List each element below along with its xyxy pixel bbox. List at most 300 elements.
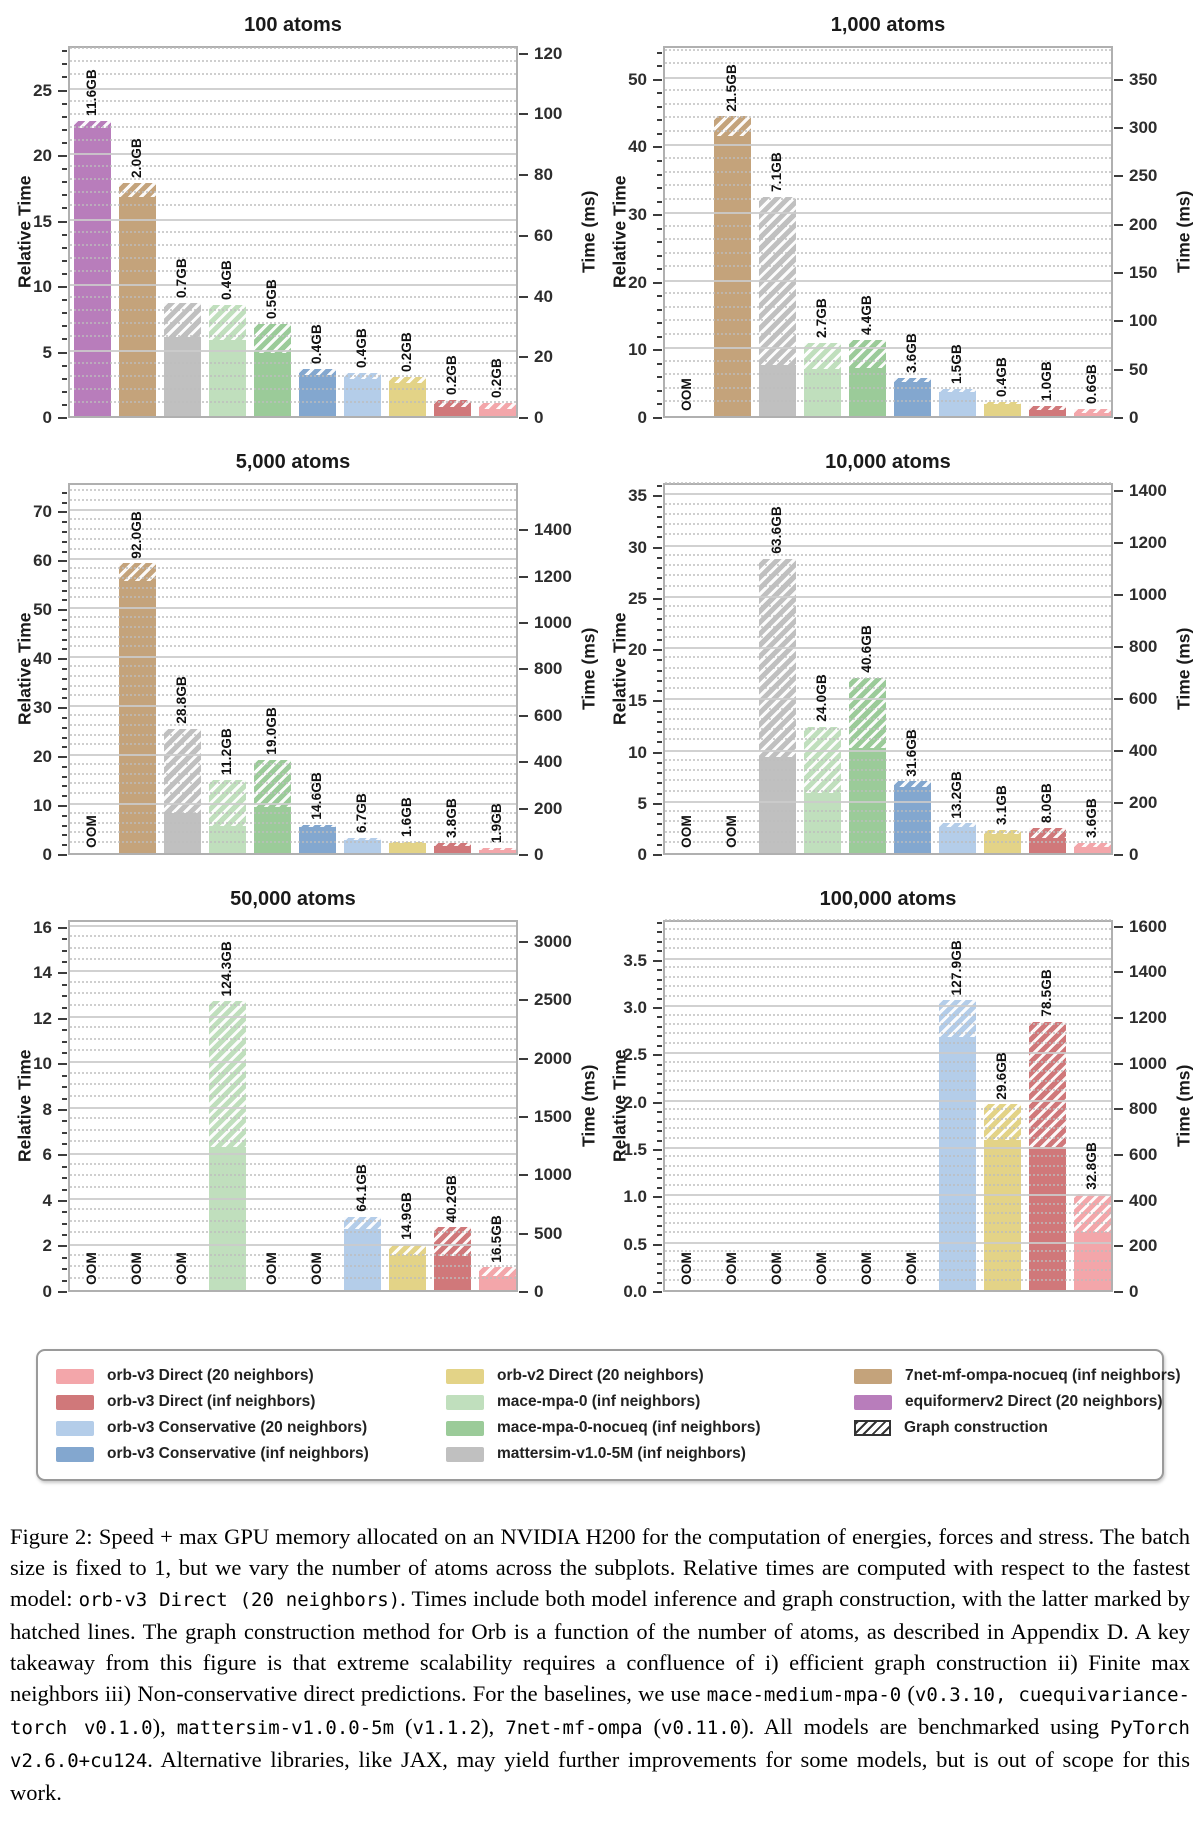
memory-label: 40.6GB (858, 625, 874, 673)
left-minor-tick (62, 551, 67, 553)
chart-title: 5,000 atoms (235, 451, 351, 473)
minor-gridline (665, 1070, 1111, 1072)
left-minor-tick (62, 531, 67, 533)
right-tick (1114, 1063, 1123, 1065)
right-tick-label: 0 (534, 1282, 544, 1301)
left-minor-tick (657, 690, 662, 692)
major-gridline (665, 1194, 1111, 1196)
right-tick (1114, 79, 1123, 81)
minor-gridline (665, 728, 1111, 730)
major-gridline (665, 1242, 1111, 1244)
left-minor-tick (62, 1257, 67, 1259)
right-tick (1114, 971, 1123, 973)
left-tick-label: 60 (33, 551, 52, 571)
bar-mattersim (164, 303, 202, 416)
right-tick-label: 300 (1129, 118, 1158, 138)
left-minor-tick (657, 823, 662, 825)
right-tick-label: 1500 (534, 1107, 572, 1127)
left-minor-tick (62, 815, 67, 817)
left-tick (653, 282, 662, 284)
left-minor-tick (62, 1234, 67, 1236)
left-axis-title: Relative Time (609, 175, 630, 289)
minor-gridline (70, 694, 516, 696)
graph-construction-hatch (1029, 406, 1067, 410)
right-tick (1114, 127, 1123, 129)
left-minor-tick (657, 969, 662, 971)
minor-gridline (70, 636, 516, 638)
left-minor-tick (62, 247, 67, 249)
left-minor-tick (657, 1064, 662, 1066)
minor-gridline (665, 585, 1111, 587)
left-minor-tick (62, 63, 67, 65)
memory-label: 0.4GB (993, 356, 1009, 397)
legend-item-orbv3_dir_inf (56, 1393, 446, 1411)
right-tick (1114, 594, 1123, 596)
minor-gridline (70, 1095, 516, 1097)
right-tick-label: 600 (1129, 1145, 1158, 1165)
right-tick (1114, 802, 1123, 804)
minor-gridline (665, 49, 1111, 51)
left-tick-label: 50 (628, 69, 647, 89)
left-minor-tick (657, 1111, 662, 1113)
minor-gridline (70, 401, 516, 403)
left-minor-tick (62, 273, 67, 275)
right-tick-label: 0 (534, 408, 544, 427)
memory-label: 14.6GB (308, 771, 324, 820)
caption-code-text: orb-v3 Direct (20 neighbors) (78, 1589, 401, 1611)
left-axis-title: Relative Time (14, 175, 35, 289)
oom-label: OOM (723, 815, 739, 848)
right-tick-label: 1200 (534, 566, 572, 586)
left-minor-tick (657, 834, 662, 836)
right-tick-label: 2000 (534, 1048, 572, 1068)
minor-gridline (70, 841, 516, 843)
right-tick (519, 576, 528, 578)
left-minor-tick (62, 103, 67, 105)
right-tick-label: 2500 (534, 990, 572, 1010)
minor-gridline (70, 616, 516, 618)
legend-label: orb-v3 Direct (inf neighbors) (107, 1393, 316, 1410)
left-tick-label: 16 (33, 917, 52, 937)
major-gridline (70, 350, 516, 352)
minor-gridline (70, 60, 516, 62)
left-tick (653, 960, 662, 962)
graph-construction-hatch (1074, 409, 1112, 412)
left-minor-tick (62, 599, 67, 601)
plot-area (663, 483, 1113, 855)
left-minor-tick (62, 727, 67, 729)
swatch-icon-mace (446, 1395, 484, 1410)
left-tick-label: 8 (42, 1099, 52, 1119)
minor-gridline (70, 47, 516, 49)
left-minor-tick (657, 106, 662, 108)
memory-label: 40.2GB (443, 1174, 459, 1223)
left-minor-tick (62, 391, 67, 393)
minor-gridline (70, 645, 516, 647)
graph-construction-hatch (849, 340, 887, 368)
left-tick-label: 4 (42, 1190, 52, 1210)
left-tick (58, 1291, 67, 1293)
memory-label: 21.5GB (723, 63, 739, 112)
right-tick (1114, 646, 1123, 648)
oom-label: OOM (128, 1252, 144, 1285)
left-minor-tick (62, 502, 67, 504)
memory-label: 92.0GB (128, 510, 144, 559)
left-tick (58, 707, 67, 709)
minor-gridline (70, 499, 516, 501)
chart-title: 100 atoms (244, 14, 342, 36)
left-tick (58, 756, 67, 758)
graph-construction-hatch (479, 403, 517, 409)
left-tick-label: 2 (42, 1236, 52, 1256)
right-tick-label: 1200 (1129, 533, 1167, 553)
left-minor-tick (657, 844, 662, 846)
right-tick (519, 174, 528, 176)
left-tick (653, 1291, 662, 1293)
left-minor-tick (62, 541, 67, 543)
minor-gridline (665, 615, 1111, 617)
right-tick (519, 235, 528, 237)
legend-item-mattersim (446, 1445, 854, 1463)
left-minor-tick (62, 1143, 67, 1145)
bar-orbv2 (984, 402, 1022, 416)
left-axis-title: Relative Time (609, 612, 630, 726)
minor-gridline (665, 1080, 1111, 1082)
memory-label: 29.6GB (993, 1051, 1009, 1100)
left-axis-title: Relative Time (609, 1049, 630, 1163)
memory-label: 0.4GB (218, 259, 234, 300)
left-minor-tick (62, 668, 67, 670)
left-tick-label: 40 (628, 137, 647, 157)
left-tick (58, 352, 67, 354)
left-tick-label: 15 (33, 211, 52, 231)
oom-label: OOM (678, 378, 694, 411)
legend-label: equiformerv2 Direct (20 neighbors) (905, 1393, 1163, 1410)
minor-gridline (70, 1129, 516, 1131)
left-minor-tick (62, 717, 67, 719)
legend-item-equiformerv2 (854, 1393, 1181, 1411)
major-gridline (70, 219, 516, 221)
left-minor-tick (657, 336, 662, 338)
left-minor-tick (657, 608, 662, 610)
left-minor-tick (62, 795, 67, 797)
minor-gridline (665, 1222, 1111, 1224)
left-tick-label: 15 (628, 691, 647, 711)
left-minor-tick (657, 793, 662, 795)
right-tick-label: 600 (1129, 689, 1158, 709)
left-minor-tick (62, 260, 67, 262)
left-tick (653, 1244, 662, 1246)
legend-label: Graph construction (904, 1419, 1048, 1436)
bar-orbv3_dir_inf (434, 1227, 472, 1290)
caption-text: Figure 2: (10, 1524, 99, 1549)
left-minor-tick (657, 721, 662, 723)
left-tick-label: 20 (628, 272, 647, 292)
left-tick-label: 40 (33, 649, 52, 669)
major-gridline (665, 347, 1111, 349)
minor-gridline (665, 1231, 1111, 1233)
major-gridline (70, 925, 516, 927)
right-tick-label: 1000 (1129, 1053, 1167, 1073)
left-minor-tick (657, 1016, 662, 1018)
minor-gridline (665, 656, 1111, 658)
left-minor-tick (657, 390, 662, 392)
bar-orbv3_dir_20 (479, 848, 517, 853)
legend-item-mace (446, 1393, 854, 1411)
left-minor-tick (62, 1211, 67, 1213)
caption-code-text: 7net-mf-ompa (505, 1717, 643, 1739)
right-axis-title: Time (ms) (1173, 190, 1194, 274)
minor-gridline (665, 1042, 1111, 1044)
left-tick-label: 5 (42, 342, 52, 362)
left-minor-tick (657, 1253, 662, 1255)
chart-title: 1,000 atoms (830, 14, 946, 36)
right-tick (1114, 542, 1123, 544)
left-tick (58, 286, 67, 288)
right-tick (519, 417, 528, 419)
right-tick (519, 1233, 528, 1235)
right-tick (519, 53, 528, 55)
right-tick (1114, 272, 1123, 274)
minor-gridline (70, 113, 516, 115)
oom-label: OOM (768, 1252, 784, 1285)
minor-gridline (70, 1072, 516, 1074)
left-tick (58, 1200, 67, 1202)
right-tick-label: 1400 (1129, 962, 1167, 982)
memory-label: 1.5GB (948, 343, 964, 384)
bar-orbv2 (389, 1245, 427, 1291)
left-tick (58, 927, 67, 929)
swatch-icon-orbv3_cons_inf (56, 1447, 94, 1462)
minor-gridline (70, 191, 516, 193)
right-tick-label: 1000 (1129, 585, 1167, 605)
memory-label: 0.2GB (488, 357, 504, 398)
caption-code-text: mace-medium-mpa-0 (706, 1684, 902, 1706)
minor-gridline (665, 130, 1111, 132)
right-tick-label: 3000 (534, 932, 572, 952)
right-tick-label: 800 (1129, 637, 1158, 657)
chart-title: 100,000 atoms (819, 888, 957, 910)
minor-gridline (70, 178, 516, 180)
memory-label: 11.6GB (83, 69, 99, 117)
right-tick-label: 60 (534, 225, 553, 245)
left-minor-tick (62, 312, 67, 314)
minor-gridline (665, 1108, 1111, 1110)
memory-label: 3.6GB (1083, 797, 1099, 838)
left-minor-tick (62, 648, 67, 650)
left-minor-tick (657, 516, 662, 518)
right-axis-title: Time (ms) (578, 190, 599, 274)
legend-item-orbv3_cons_20 (56, 1419, 446, 1437)
left-tick-label: 1.0 (623, 1187, 647, 1207)
bar-mace (209, 1001, 247, 1290)
left-tick-label: 12 (33, 1008, 52, 1028)
bar-orbv3_dir_inf (1029, 406, 1067, 416)
oom-label: OOM (83, 815, 99, 848)
left-minor-tick (657, 1130, 662, 1132)
caption-code-text: PyTorch v2.6.0+cu124 (10, 1717, 1190, 1772)
legend-item-sevennet (854, 1367, 1181, 1385)
bar-orbv2 (984, 1104, 1022, 1290)
minor-gridline (665, 1137, 1111, 1139)
right-tick-label: 1000 (534, 612, 572, 632)
oom-label: OOM (903, 1252, 919, 1285)
minor-gridline (665, 938, 1111, 940)
left-minor-tick (62, 570, 67, 572)
swatch-icon-sevennet (854, 1369, 892, 1384)
minor-gridline (665, 574, 1111, 576)
hatch-swatch-icon (854, 1420, 891, 1436)
right-tick-label: 200 (534, 798, 563, 818)
right-tick (1114, 1108, 1123, 1110)
left-minor-tick (657, 782, 662, 784)
memory-label: 19.0GB (263, 707, 279, 755)
minor-gridline (665, 319, 1111, 321)
minor-gridline (665, 1023, 1111, 1025)
left-minor-tick (657, 363, 662, 365)
left-minor-tick (657, 639, 662, 641)
left-tick-label: 10 (33, 277, 52, 296)
minor-gridline (70, 1163, 516, 1165)
left-axis-title: Relative Time (14, 1049, 35, 1163)
left-minor-tick (657, 322, 662, 324)
minor-gridline (70, 257, 516, 259)
minor-gridline (70, 981, 516, 983)
left-minor-tick (62, 938, 67, 940)
left-minor-tick (62, 365, 67, 367)
right-tick-label: 200 (1129, 214, 1158, 234)
memory-label: 8.0GB (1038, 783, 1054, 824)
plot-area (663, 920, 1113, 1292)
minor-gridline (70, 309, 516, 311)
memory-label: 24.0GB (813, 674, 829, 722)
left-minor-tick (657, 228, 662, 230)
minor-gridline (665, 605, 1111, 607)
left-minor-tick (657, 1045, 662, 1047)
right-tick-label: 80 (534, 165, 553, 185)
left-minor-tick (657, 813, 662, 815)
right-tick (1114, 320, 1123, 322)
left-tick (653, 1149, 662, 1151)
minor-gridline (665, 687, 1111, 689)
minor-gridline (70, 665, 516, 667)
left-minor-tick (657, 988, 662, 990)
right-tick-label: 500 (534, 1223, 563, 1243)
left-tick-label: 10 (33, 1054, 52, 1074)
left-tick (653, 1102, 662, 1104)
minor-gridline (70, 567, 516, 569)
caption-code-text: mattersim-v1.0.0-5m (176, 1717, 395, 1739)
left-tick-label: 70 (33, 502, 52, 522)
left-minor-tick (657, 567, 662, 569)
left-minor-tick (62, 1177, 67, 1179)
memory-label: 63.6GB (768, 506, 784, 554)
left-tick-label: 2.0 (623, 1092, 647, 1112)
left-tick-label: 1.5 (623, 1140, 647, 1159)
left-tick (58, 1154, 67, 1156)
minor-gridline (665, 265, 1111, 267)
left-minor-tick (62, 404, 67, 406)
minor-gridline (665, 554, 1111, 556)
left-tick (58, 1245, 67, 1247)
minor-gridline (70, 322, 516, 324)
right-tick (1114, 698, 1123, 700)
left-tick (653, 803, 662, 805)
left-minor-tick (62, 168, 67, 170)
left-minor-tick (657, 1177, 662, 1179)
right-tick-label: 0 (1129, 845, 1139, 864)
graph-construction-hatch (119, 183, 157, 197)
oom-label: OOM (263, 1252, 279, 1285)
left-minor-tick (657, 174, 662, 176)
memory-label: 7.1GB (768, 151, 784, 192)
caption-text: ), (152, 1714, 177, 1739)
minor-gridline (665, 1174, 1111, 1176)
subplot-100-atoms (10, 8, 599, 445)
right-tick-label: 40 (534, 286, 553, 306)
left-minor-tick (657, 731, 662, 733)
swatch-icon-orbv3_dir_inf (56, 1395, 94, 1410)
minor-gridline (665, 1155, 1111, 1157)
right-tick-label: 800 (534, 659, 563, 679)
right-tick (519, 1058, 528, 1060)
right-tick-label: 250 (1129, 166, 1158, 186)
left-tick (653, 214, 662, 216)
legend-items (56, 1363, 1181, 1467)
left-minor-tick (62, 1052, 67, 1054)
left-tick-label: 3.0 (623, 998, 647, 1018)
minor-gridline (665, 779, 1111, 781)
minor-gridline (70, 1004, 516, 1006)
left-tick (653, 349, 662, 351)
left-tick (653, 146, 662, 148)
left-tick (653, 1054, 662, 1056)
minor-gridline (70, 296, 516, 298)
minor-gridline (70, 724, 516, 726)
left-minor-tick (62, 207, 67, 209)
plot-area (68, 920, 518, 1292)
right-tick-label: 350 (1129, 69, 1158, 89)
left-tick-label: 2.5 (623, 1045, 647, 1065)
caption-text: . Times include both model inference and graph construction, with the latter marked by hatched lines. The graph construction method for Orb is a function of the number of atoms, as described in Appendix D. A key takeaway from this figure is that extreme scalability requires a confluence of i) efficient graph construction ii) Finite max neighbors iii) Non-conservative direct predictions. For the baselines, we use (10, 1586, 1191, 1706)
memory-label: 13.2GB (948, 770, 964, 819)
left-minor-tick (657, 680, 662, 682)
minor-gridline (70, 1038, 516, 1040)
left-tick-label: 0 (637, 845, 647, 864)
left-tick (58, 1109, 67, 1111)
graph-construction-hatch (164, 729, 202, 814)
major-gridline (70, 284, 516, 286)
major-gridline (70, 607, 516, 609)
right-tick (519, 999, 528, 1001)
legend-item-mace_nocueq (446, 1419, 854, 1437)
caption-text: ), (481, 1714, 506, 1739)
right-tick-label: 400 (1129, 741, 1158, 761)
minor-gridline (70, 743, 516, 745)
minor-gridline (70, 126, 516, 128)
left-minor-tick (62, 639, 67, 641)
left-minor-tick (62, 950, 67, 952)
left-minor-tick (62, 580, 67, 582)
left-minor-tick (62, 678, 67, 680)
left-tick-label: 10 (628, 340, 647, 360)
left-minor-tick (62, 1189, 67, 1191)
minor-gridline (665, 333, 1111, 335)
chart-title: 50,000 atoms (230, 888, 356, 910)
left-minor-tick (62, 1280, 67, 1282)
right-tick (1114, 490, 1123, 492)
plot-area (663, 46, 1113, 418)
